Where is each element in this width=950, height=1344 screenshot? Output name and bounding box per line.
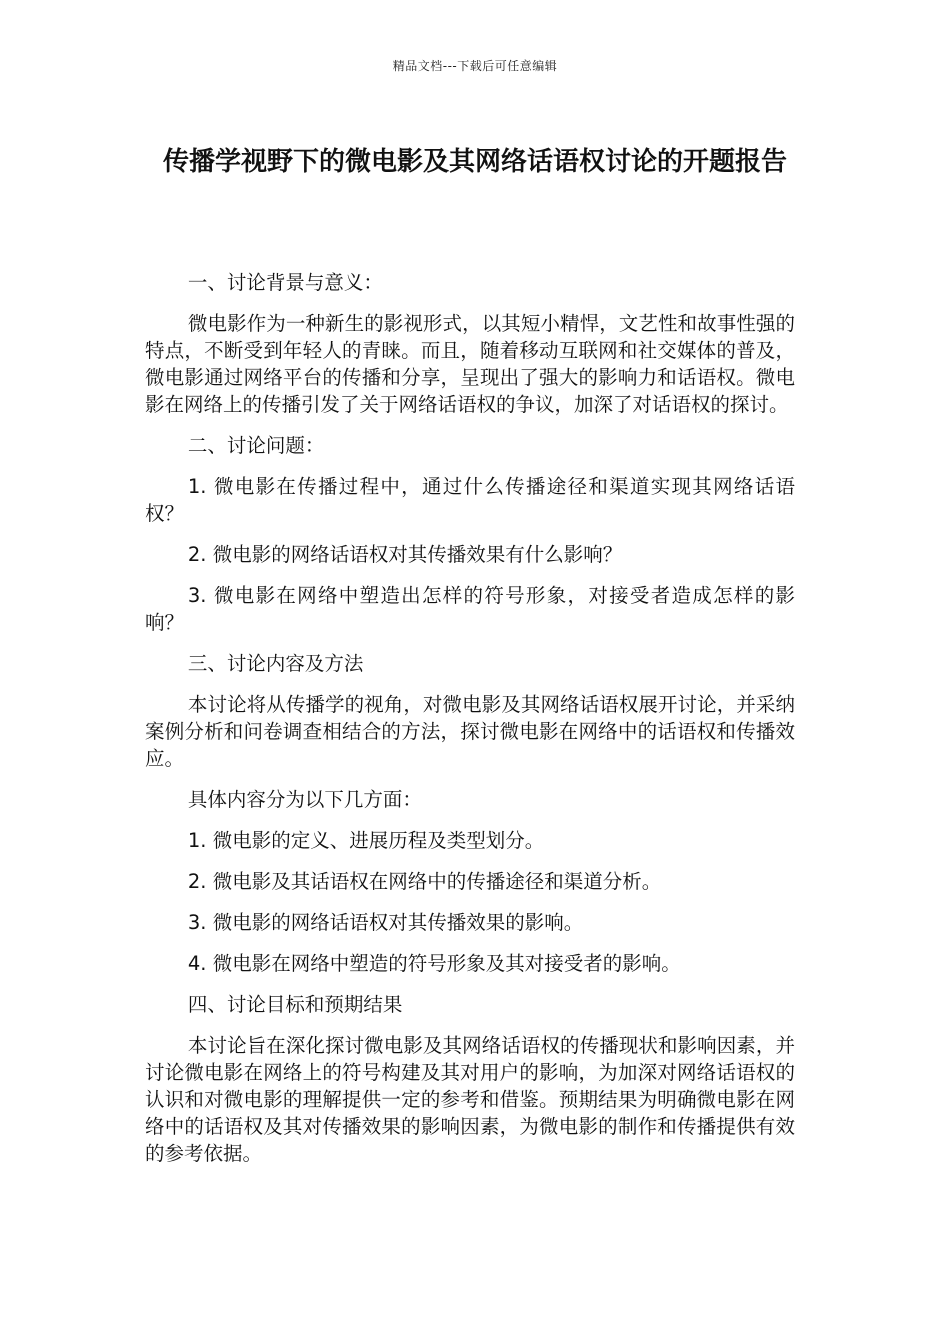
document-body <box>145 269 795 1181</box>
content-item-2: 2. 微电影及其话语权在网络中的传播途径和渠道分析。 <box>187 870 662 893</box>
header-note: 精品文档---下载后可任意编辑 <box>392 59 558 73</box>
paragraph-goals: 本讨论旨在深化探讨微电影及其网络话语权的传播现状和影响因素，并讨论微电影在网络上的符号构建及其对用户的影响，为加深对网络话语权的认识和对微电影的理解提供一定的参考和借鉴。预期结果为明确微电影在网络中的话语权及其对传播效果的影响因素，为微电影的制作和传播提供有效的参考依据。 <box>145 1034 795 1165</box>
content-item-1: 1. 微电影的定义、进展历程及类型划分。 <box>187 829 545 852</box>
section-heading-goals: 四、讨论目标和预期结果 <box>187 993 403 1016</box>
section-heading-content-method: 三、讨论内容及方法 <box>187 652 364 675</box>
content-item-4: 4. 微电影在网络中塑造的符号形象及其对接受者的影响。 <box>187 952 681 975</box>
paragraph-content-method: 本讨论将从传播学的视角，对微电影及其网络话语权展开讨论，并采纳案例分析和问卷调查相结合的方法，探讨微电影在网络中的话语权和传播效应。 <box>145 693 795 770</box>
content-item-3: 3. 微电影的网络话语权对其传播效果的影响。 <box>187 911 584 934</box>
question-item-3: 3. 微电影在网络中塑造出怎样的符号形象，对接受者造成怎样的影响？ <box>145 584 795 634</box>
section-heading-questions: 二、讨论问题： <box>187 434 325 457</box>
paragraph-background: 微电影作为一种新生的影视形式，以其短小精悍，文艺性和故事性强的特点，不断受到年轻人的青睐。而且，随着移动互联网和社交媒体的普及，微电影通过网络平台的传播和分享，呈现出了强大的影响力和话语权。微电影在网络上的传播引发了关于网络话语权的争议，加深了对话语权的探讨。 <box>145 312 795 416</box>
document-title: 传播学视野下的微电影及其网络话语权讨论的开题报告 <box>162 147 787 177</box>
question-item-1: 1. 微电影在传播过程中，通过什么传播途径和渠道实现其网络话语权？ <box>145 475 795 525</box>
section-heading-background: 一、讨论背景与意义： <box>187 271 383 294</box>
question-item-2: 2. 微电影的网络话语权对其传播效果有什么影响？ <box>187 543 623 566</box>
content-list-intro: 具体内容分为以下几方面： <box>187 788 422 811</box>
